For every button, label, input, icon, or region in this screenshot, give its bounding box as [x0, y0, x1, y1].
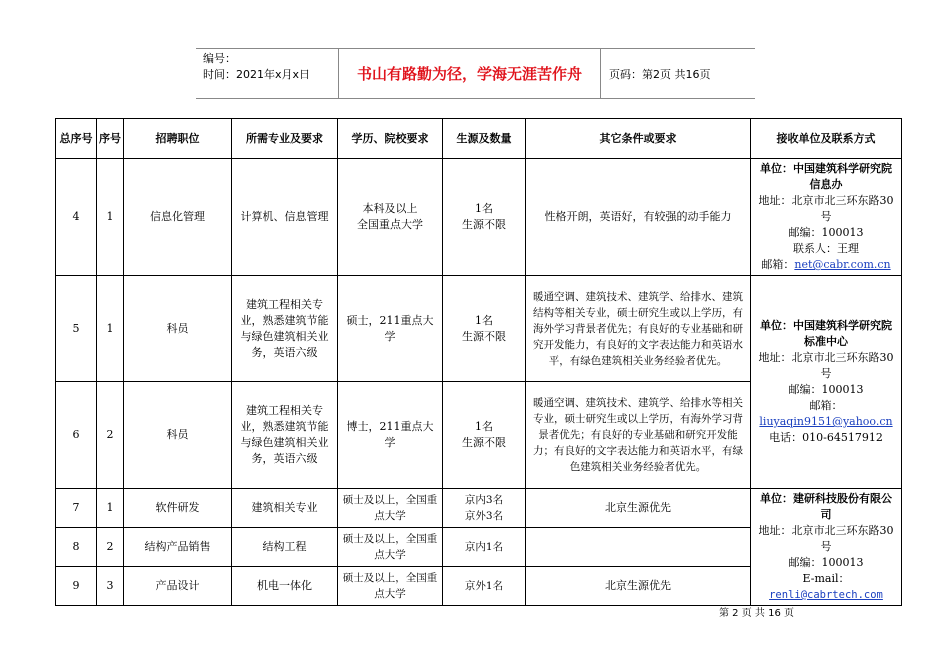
cell-major: 计算机、信息管理	[232, 159, 338, 276]
contact-email-line	[755, 257, 897, 273]
cell-source: 京外1名	[443, 567, 526, 606]
contact-unit: 单位：建研科技股份有限公司	[760, 492, 892, 521]
cell-education: 硕士及以上，全国重点大学	[338, 489, 443, 528]
table-header-row	[56, 119, 902, 159]
page-header	[196, 48, 755, 99]
contact-cell-cabrtech	[751, 489, 902, 606]
cell-source: 1名 生源不限	[443, 159, 526, 276]
cell-total-no: 7	[56, 489, 97, 528]
cell-position: 结构产品销售	[124, 528, 232, 567]
contact-postcode: 邮编：100013	[788, 383, 864, 396]
header-meta	[196, 49, 339, 98]
col-header-contact: 接收单位及联系方式	[751, 119, 902, 159]
cell-source: 京内3名 京外3名	[443, 489, 526, 528]
header-motto: 书山有路勤为径，学海无涯苦作舟	[339, 49, 601, 98]
contact-unit: 单位：中国建筑科学研究院信息办	[760, 162, 892, 191]
cell-total-no: 6	[56, 382, 97, 489]
cell-no: 1	[97, 489, 124, 528]
cell-position: 科员	[124, 382, 232, 489]
cell-source: 1名 生源不限	[443, 382, 526, 489]
contact-address: 地址：北京市北三环东路30号	[758, 351, 894, 380]
cell-position: 信息化管理	[124, 159, 232, 276]
cell-total-no: 5	[56, 276, 97, 382]
col-header-source: 生源及数量	[443, 119, 526, 159]
cell-other	[526, 528, 751, 567]
number-label: 编号：	[203, 52, 236, 65]
contact-email-line	[755, 398, 897, 430]
contact-phone: 电话：010-64517912	[769, 431, 883, 444]
col-header-major: 所需专业及要求	[232, 119, 338, 159]
table-row	[56, 276, 902, 382]
cell-source: 京内1名	[443, 528, 526, 567]
cell-no: 1	[97, 276, 124, 382]
cell-no: 1	[97, 159, 124, 276]
cell-position: 科员	[124, 276, 232, 382]
cell-other: 暖通空调、建筑技术、建筑学、给排水等相关专业，硕士研究生或以上学历，有海外学习背景者优先；有良好的专业基础和研究开发能力；有良好的文字表达能力和英语水平，有绿色建筑相关业务经验者优先。	[526, 382, 751, 489]
cell-other: 性格开朗，英语好，有较强的动手能力	[526, 159, 751, 276]
col-header-position: 招聘职位	[124, 119, 232, 159]
col-header-total-no: 总序号	[56, 119, 97, 159]
table-row	[56, 159, 902, 276]
cell-education: 硕士及以上，全国重点大学	[338, 528, 443, 567]
contact-address: 地址：北京市北三环东路30号	[758, 194, 894, 223]
cell-total-no: 9	[56, 567, 97, 606]
contact-postcode: 邮编：100013	[788, 226, 864, 239]
contact-email-line	[755, 571, 897, 603]
col-header-education: 学历、院校要求	[338, 119, 443, 159]
email-link[interactable]: liuyaqin9151@yahoo.cn	[759, 415, 893, 428]
cell-major: 建筑工程相关专业，熟悉建筑节能与绿色建筑相关业务，英语六级	[232, 382, 338, 489]
header-page-info	[601, 49, 755, 98]
page-label: 页码：第2页 共16页	[609, 67, 711, 81]
recruitment-table	[55, 118, 902, 606]
cell-no: 2	[97, 382, 124, 489]
cell-major: 建筑工程相关专业，熟悉建筑节能与绿色建筑相关业务，英语六级	[232, 276, 338, 382]
cell-education: 硕士，211重点大学	[338, 276, 443, 382]
col-header-no: 序号	[97, 119, 124, 159]
page-footer: 第 2 页 共 16 页	[719, 608, 794, 619]
col-header-other: 其它条件或要求	[526, 119, 751, 159]
cell-total-no: 8	[56, 528, 97, 567]
cell-position: 产品设计	[124, 567, 232, 606]
email-label: 邮箱：	[761, 258, 795, 271]
cell-source: 1名 生源不限	[443, 276, 526, 382]
cell-major: 机电一体化	[232, 567, 338, 606]
cell-other: 北京生源优先	[526, 567, 751, 606]
cell-other: 暖通空调、建筑技术、建筑学、给排水、建筑结构等相关专业，硕士研究生或以上学历，有海外学习背景者优先；有良好的专业基础和研究开发能力，有良好的文字表达能力和英语水平，有绿色建筑相关业务经验者优先。	[526, 276, 751, 382]
email-link[interactable]: net@cabr.com.cn	[794, 258, 891, 271]
table-row	[56, 489, 902, 528]
contact-postcode: 邮编：100013	[788, 556, 864, 569]
contact-cell-standards-center	[751, 276, 902, 489]
contact-unit: 单位：中国建筑科学研究院标准中心	[760, 319, 892, 348]
email-label: E-mail：	[802, 572, 850, 585]
cell-major: 建筑相关专业	[232, 489, 338, 528]
cell-no: 3	[97, 567, 124, 606]
cell-no: 2	[97, 528, 124, 567]
cell-other: 北京生源优先	[526, 489, 751, 528]
cell-major: 结构工程	[232, 528, 338, 567]
email-label: 邮箱：	[809, 399, 843, 412]
cell-education: 博士，211重点大学	[338, 382, 443, 489]
cell-total-no: 4	[56, 159, 97, 276]
contact-person: 联系人：王理	[793, 242, 859, 255]
cell-position: 软件研发	[124, 489, 232, 528]
contact-cell-info-office	[751, 159, 902, 276]
contact-address: 地址：北京市北三环东路30号	[758, 524, 894, 553]
cell-education: 本科及以上 全国重点大学	[338, 159, 443, 276]
cell-education: 硕士及以上，全国重点大学	[338, 567, 443, 606]
email-link[interactable]: renli@cabrtech.com	[769, 589, 883, 601]
time-label: 时间：2021年x月x日	[203, 68, 311, 81]
